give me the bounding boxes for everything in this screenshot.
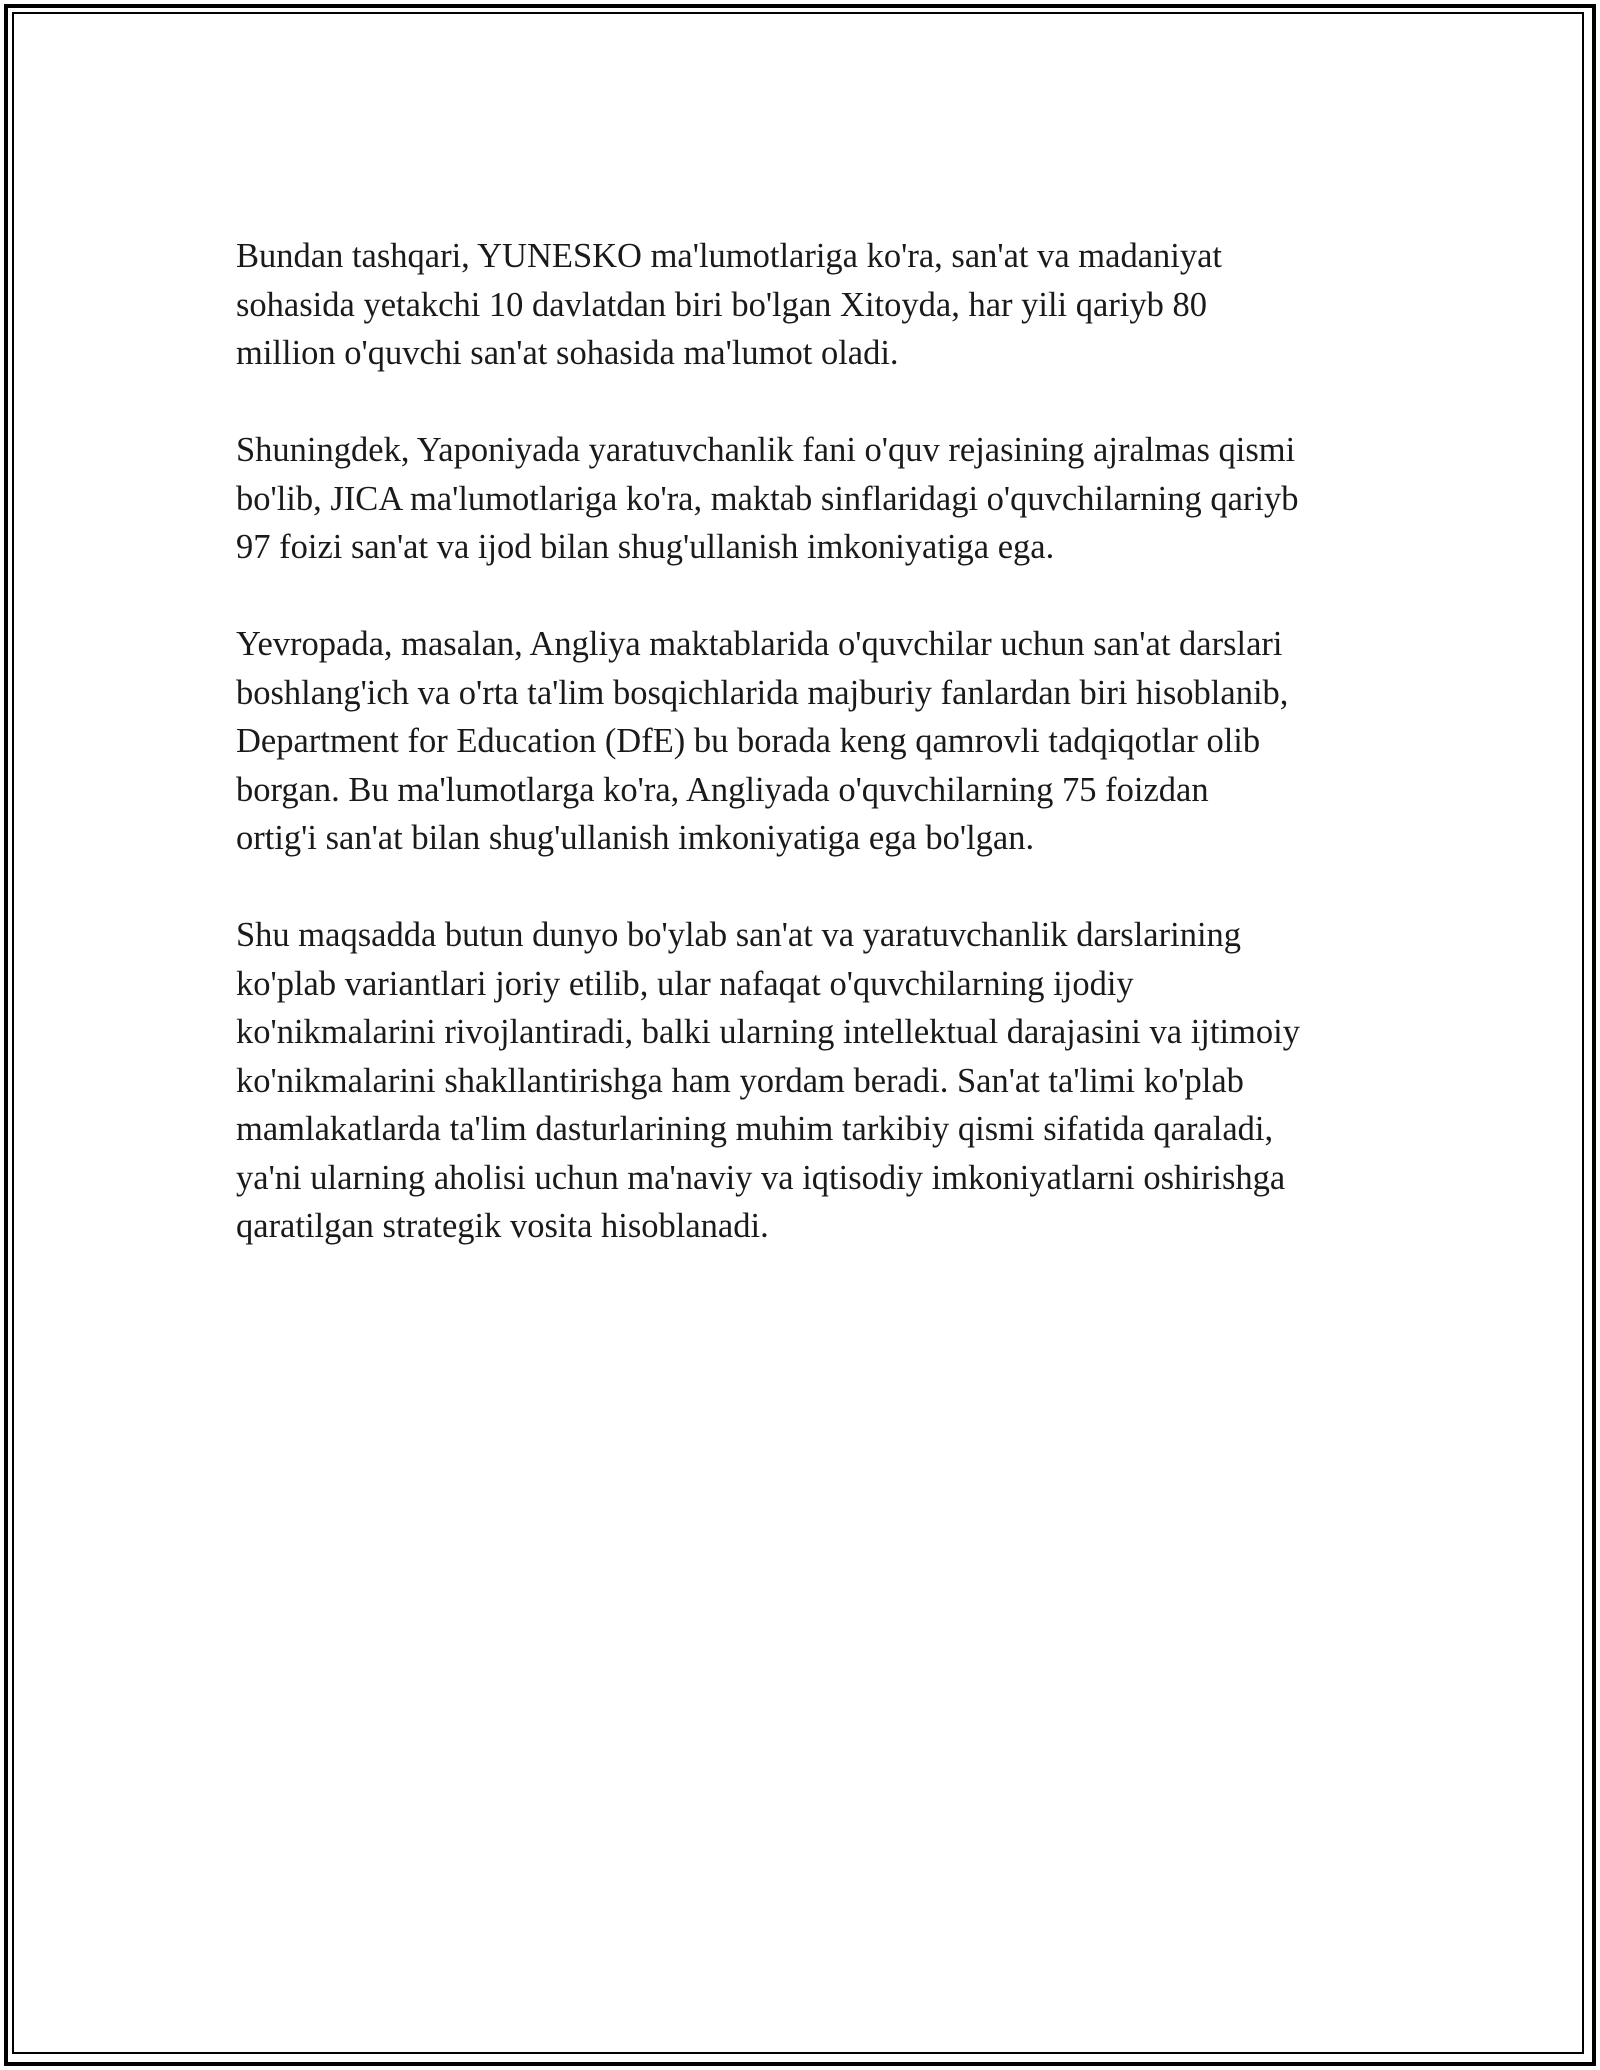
text-line: Shuningdek, Yaponiyada yaratuvchanlik fani o'quv rejasining ajralmas qismi xyxy=(236,431,1296,469)
text-line: Yevropada, masalan, Angliya maktablarida o'quvchilar uchun san'at darslari xyxy=(236,625,1283,663)
text-line: ortig'i san'at bilan shug'ullanish imkoniyatiga ega bo'lgan. xyxy=(236,819,1035,857)
paragraph-4 xyxy=(236,911,1386,1251)
document-body xyxy=(236,232,1386,1299)
paragraph-3 xyxy=(236,620,1386,863)
text-line: qaratilgan strategik vosita hisoblanadi. xyxy=(236,1207,769,1245)
text-line: mamlakatlarda ta'lim dasturlarining muhim tarkibiy qismi sifatida qaraladi, xyxy=(236,1110,1274,1148)
text-line: boshlang'ich va o'rta ta'lim bosqichlarida majburiy fanlardan biri hisoblanib, xyxy=(236,673,1289,712)
paragraph-1 xyxy=(236,232,1386,378)
text-line: million o'quvchi san'at sohasida ma'lumot oladi. xyxy=(236,334,899,372)
text-line: bo'lib, JICA ma'lumotlariga ko'ra, maktab sinflaridagi o'quvchilarning qariyb xyxy=(236,479,1299,518)
text-line: ko'plab variantlari joriy etilib, ular nafaqat o'quvchilarning ijodiy xyxy=(236,964,1134,1003)
text-line: ko'nikmalarini shakllantirishga ham yordam beradi. San'at ta'limi ko'plab xyxy=(236,1061,1244,1100)
text-line: Bundan tashqari, YUNESKO ma'lumotlariga ko'ra, san'at va madaniyat xyxy=(236,237,1222,275)
text-line: borgan. Bu ma'lumotlarga ko'ra, Angliyada o'quvchilarning 75 foizdan xyxy=(236,770,1209,809)
text-line: Shu maqsadda butun dunyo bo'ylab san'at va yaratuvchanlik darslarining xyxy=(236,916,1242,954)
text-line: sohasida yetakchi 10 davlatdan biri bo'lgan Xitoyda, har yili qariyb 80 xyxy=(236,285,1208,324)
text-line: ko'nikmalarini rivojlantiradi, balki ularning intellektual darajasini va ijtimoiy xyxy=(236,1013,1300,1051)
text-line: ya'ni ularning aholisi uchun ma'naviy va iqtisodiy imkoniyatlarni oshirishga xyxy=(236,1158,1286,1197)
paragraph-2 xyxy=(236,426,1386,572)
text-line: Department for Education (DfE) bu borada keng qamrovli tadqiqotlar olib xyxy=(236,722,1261,760)
text-line: 97 foizi san'at va ijod bilan shug'ullanish imkoniyatiga ega. xyxy=(236,528,1055,566)
